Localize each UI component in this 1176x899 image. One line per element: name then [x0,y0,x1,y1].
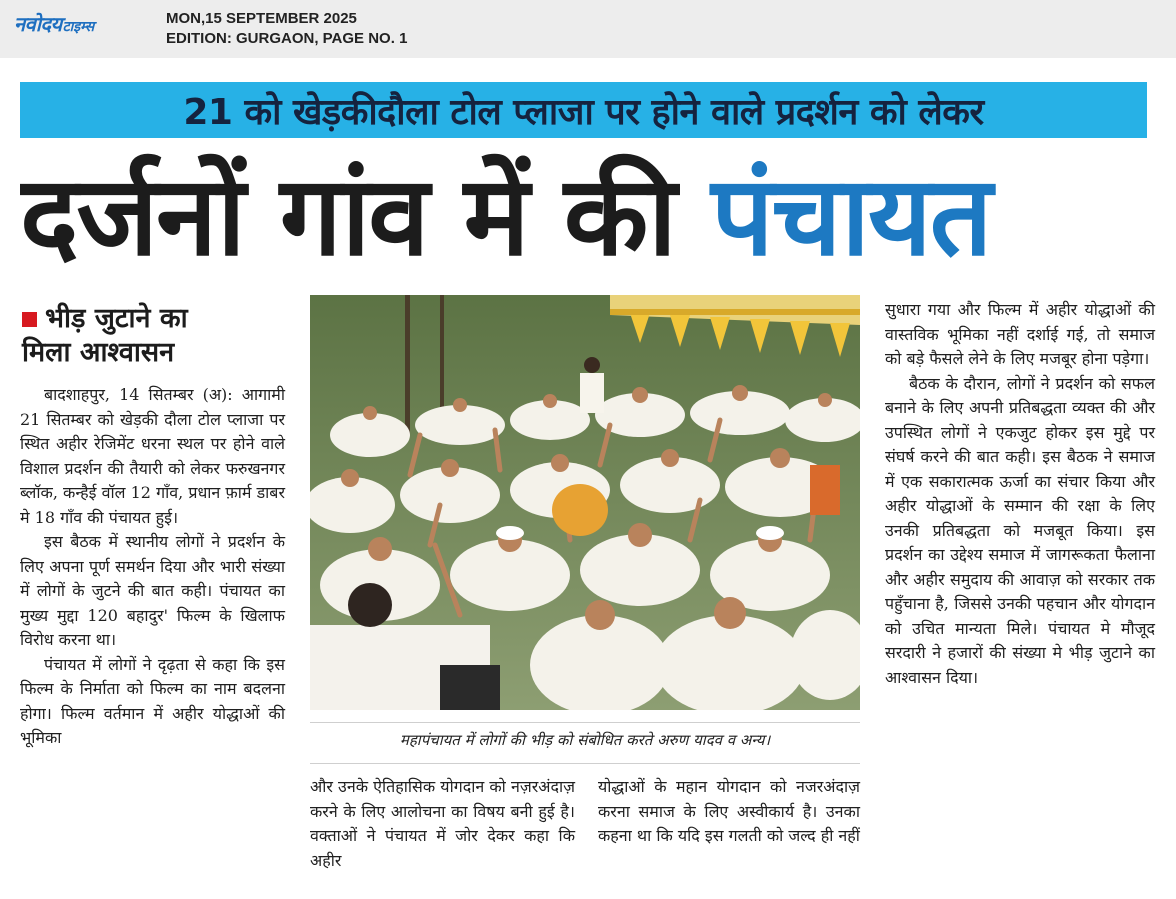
subhead-line-2: मिला आश्वासन [22,337,175,368]
main-headline [20,146,1155,286]
headline-kicker: 21 को खेड़कीदौला टोल प्लाजा पर होने वाले प्रदर्शन को लेकर [20,82,1147,138]
article-column-2 [310,775,575,873]
news-photo[interactable] [310,295,860,710]
logo-main-text: नवोदय [14,12,62,36]
subheading [22,302,292,370]
edition-info [166,9,407,49]
photo-caption: महापंचायत में लोगों की भीड़ को संबोधित करते अरुण यादव व अन्य। [399,731,771,749]
article-column-3 [598,775,860,849]
newspaper-logo[interactable] [14,10,94,34]
headline-blue-part: पंचायत [711,152,991,280]
subhead-line-1 [22,302,292,336]
article-column-1 [20,383,285,751]
issue-date: MON,15 SEPTEMBER 2025 [166,10,357,27]
caption-rule [310,722,860,723]
paragraph: पंचायत में लोगों ने दृढ़ता से कहा कि इस फिल्म के निर्माता को फिल्म का नाम बदलना होगा। फिल्म वर्तमान में अहीर योद्धाओं की भूमिका [20,654,285,747]
edition-page: EDITION: GURGAON, PAGE NO. 1 [166,30,408,47]
paragraph: सुधारा गया और फिल्म में अहीर योद्धाओं की वास्तविक भूमिका नहीं दर्शाई गई, तो समाज को बड़े फैसले लेने के लिए मजबूर होना पड़ेगा। [885,300,1155,368]
logo-sub-text: टाइम्स [62,19,95,35]
article-column-4 [885,298,1155,690]
caption-rule-bottom [310,763,860,764]
crowd-photo-illustration [310,295,860,710]
headline-black-part: दर्जनों गांव में की [20,152,712,280]
paragraph: बैठक के दौरान, लोगों ने प्रदर्शन को सफल बनाने के लिए अपनी प्रतिबद्धता व्यक्त की और उपस्थित लोगों ने एकजुट होकर इस मुद्दे पर संघर्ष करने की बात कही। इस बैठक ने समाज में एक सकारात्मक ऊर्जा का संचार किया और अहीर योद्धाओं के सम्मान की रक्षा के लिए उनकी प्रतिबद्धता को मजबूत किया। इस प्रदर्शन का उद्देश्य समाज में जागरूकता फैलाना और अहीर समुदाय की आवाज़ को सरकार तक पहुँचाना है, जिससे उनकी पहचान और योगदान को उचित मान्यता मिले। पंचायत मे मौजूद सरदारी ने हजारों की संख्या मे भीड़ जुटाने का आश्वासन दिया। [885,373,1155,687]
paragraph: योद्धाओं के महान योगदान को नजरअंदाज़ करना समाज के लिए अस्वीकार्य है। उनका कहना था कि यदि इस गलती को जल्द ही नहीं [598,777,860,845]
paragraph: और उनके ऐतिहासिक योगदान को नज़रअंदाज़ करने के लिए आलोचना का विषय बनी हुई है। वक्ताओं ने पंचायत में जोर देकर कहा कि अहीर [310,777,575,870]
paragraph: बादशाहपुर, 14 सितम्बर (अ): आगामी 21 सितम्बर को खेड़की दौला टोल प्लाजा पर स्थित अहीर रेजिमेंट धरना स्थल पर होने वाले विशाल प्रदर्शन की तैयारी को लेकर फरुखनगर ब्लॉक, कन्हैई वॉल 12 गाँव, प्रधान फ़ार्म डाबर मे 18 गाँव की पंचायत हुई। [20,385,285,527]
top-bar [0,0,1176,58]
paragraph: इस बैठक में स्थानीय लोगों ने प्रदर्शन के लिए अपना पूर्ण समर्थन दिया और भारी संख्या में लोगों के जुटने की बात कही। पंचायत का मुख्य मुद्दा 120 बहादुर' फिल्म के खिलाफ विरोध करना था। [20,532,285,649]
subhead-line-1-text: भीड़ जुटाने का [45,303,188,334]
red-bullet-marker [22,312,37,327]
